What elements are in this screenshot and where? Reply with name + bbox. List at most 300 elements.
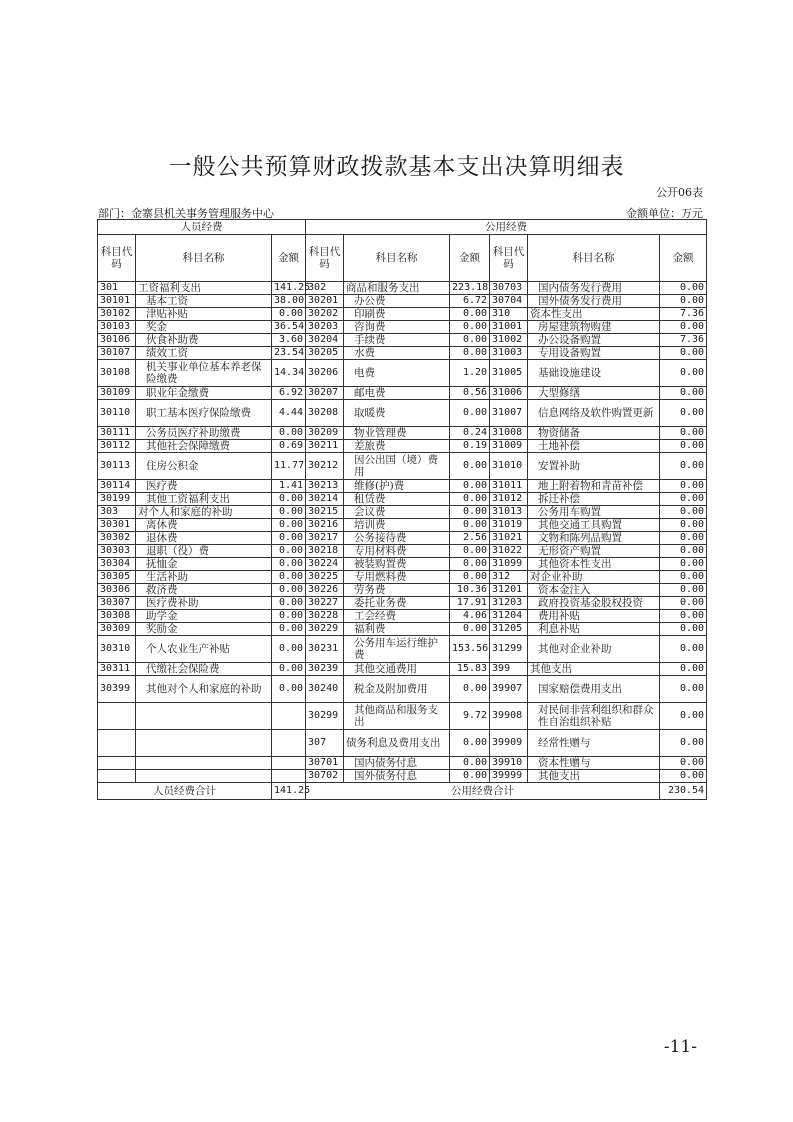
subject-name: 费用补贴 xyxy=(528,610,660,623)
amount: 0.69 xyxy=(272,440,306,453)
table-row xyxy=(98,360,707,387)
subject-code: 30239 xyxy=(306,663,344,676)
table-row xyxy=(98,506,707,519)
subject-name: 救济费 xyxy=(136,584,272,597)
subject-code: 30240 xyxy=(306,676,344,703)
amount: 0.00 xyxy=(660,703,707,730)
subject-name: 国外债务付息 xyxy=(344,770,450,783)
subject-code: 30202 xyxy=(306,308,344,321)
subject-name: 公务用车购置 xyxy=(528,506,660,519)
amount: 0.00 xyxy=(660,493,707,506)
subject-code: 30113 xyxy=(98,453,136,480)
subject-code: 31007 xyxy=(490,400,528,427)
subject-code xyxy=(98,730,136,757)
amount: 0.00 xyxy=(660,453,707,480)
subject-name: 国家赔偿费用支出 xyxy=(528,676,660,703)
subject-name: 其他对个人和家庭的补助 xyxy=(136,676,272,703)
subject-name: 会议费 xyxy=(344,506,450,519)
subject-code: 30213 xyxy=(306,480,344,493)
subject-code: 30216 xyxy=(306,519,344,532)
amount: 0.00 xyxy=(660,347,707,360)
subject-code: 30311 xyxy=(98,663,136,676)
subject-name: 其他对企业补助 xyxy=(528,636,660,663)
subject-name: 退休费 xyxy=(136,532,272,545)
subject-code: 31099 xyxy=(490,558,528,571)
subject-name: 专用燃料费 xyxy=(344,571,450,584)
table-row xyxy=(98,730,707,757)
subject-name: 机关事业单位基本养老保险缴费 xyxy=(136,360,272,387)
amount xyxy=(272,730,306,757)
subject-code: 39907 xyxy=(490,676,528,703)
amount: 0.00 xyxy=(450,571,490,584)
subject-code: 30102 xyxy=(98,308,136,321)
subject-code: 30703 xyxy=(490,282,528,295)
table-row xyxy=(98,453,707,480)
subject-name: 基础设施建设 xyxy=(528,360,660,387)
amount: 4.44 xyxy=(272,400,306,427)
subject-name: 印刷费 xyxy=(344,308,450,321)
subject-name: 职工基本医疗保险缴费 xyxy=(136,400,272,427)
subject-code: 39909 xyxy=(490,730,528,757)
amount: 0.00 xyxy=(450,519,490,532)
amount: 0.00 xyxy=(660,295,707,308)
table-row xyxy=(98,703,707,730)
amount: 0.00 xyxy=(272,308,306,321)
subject-code: 31006 xyxy=(490,387,528,400)
public-header: 公用经费 xyxy=(306,220,707,235)
personnel-total-label: 人员经费合计 xyxy=(98,783,272,800)
subject-name: 大型修缮 xyxy=(528,387,660,400)
subject-code: 31019 xyxy=(490,519,528,532)
table-row xyxy=(98,282,707,295)
subject-name: 咨询费 xyxy=(344,321,450,334)
table-row xyxy=(98,532,707,545)
table-row xyxy=(98,427,707,440)
amount: 0.00 xyxy=(660,676,707,703)
col-code-header: 科目代码 xyxy=(490,235,528,282)
subject-code: 30108 xyxy=(98,360,136,387)
subject-name: 劳务费 xyxy=(344,584,450,597)
amount: 11.77 xyxy=(272,453,306,480)
subject-name: 手续费 xyxy=(344,334,450,347)
subject-name: 地上附着物和青苗补偿 xyxy=(528,480,660,493)
amount: 0.00 xyxy=(660,427,707,440)
subject-name: 取暖费 xyxy=(344,400,450,427)
subject-code: 30306 xyxy=(98,584,136,597)
subject-name: 医疗费补助 xyxy=(136,597,272,610)
amount: 0.00 xyxy=(272,519,306,532)
subject-code: 30307 xyxy=(98,597,136,610)
subject-name: 文物和陈列品购置 xyxy=(528,532,660,545)
subject-code: 307 xyxy=(306,730,344,757)
subject-code: 30109 xyxy=(98,387,136,400)
amount: 0.00 xyxy=(450,506,490,519)
subject-name: 其他社会保障缴费 xyxy=(136,440,272,453)
table-row xyxy=(98,558,707,571)
col-name-header: 科目名称 xyxy=(528,235,660,282)
subject-code: 30212 xyxy=(306,453,344,480)
subject-code: 39910 xyxy=(490,757,528,770)
amount: 0.56 xyxy=(450,387,490,400)
col-amount-header: 金额 xyxy=(272,235,306,282)
table-row xyxy=(98,663,707,676)
subject-code: 30205 xyxy=(306,347,344,360)
amount: 0.00 xyxy=(450,770,490,783)
amount: 0.00 xyxy=(272,610,306,623)
subject-name: 退职（役）费 xyxy=(136,545,272,558)
table-row xyxy=(98,308,707,321)
subject-name: 其他资本性支出 xyxy=(528,558,660,571)
subject-name: 国内债务付息 xyxy=(344,757,450,770)
amount: 6.92 xyxy=(272,387,306,400)
amount: 0.00 xyxy=(660,532,707,545)
subject-name: 委托业务费 xyxy=(344,597,450,610)
amount: 0.00 xyxy=(660,545,707,558)
amount xyxy=(272,770,306,783)
subject-name: 因公出国（境）费用 xyxy=(344,453,450,480)
subject-code: 31005 xyxy=(490,360,528,387)
personnel-header: 人员经费 xyxy=(98,220,306,235)
subject-name xyxy=(136,770,272,783)
amount: 7.36 xyxy=(660,308,707,321)
amount: 0.00 xyxy=(450,400,490,427)
amount: 1.41 xyxy=(272,480,306,493)
amount: 0.00 xyxy=(272,597,306,610)
amount: 0.00 xyxy=(660,730,707,757)
table-row xyxy=(98,770,707,783)
subject-name: 其他支出 xyxy=(528,770,660,783)
amount: 0.00 xyxy=(450,334,490,347)
subject-name: 公务员医疗补助缴费 xyxy=(136,427,272,440)
amount: 0.00 xyxy=(660,506,707,519)
subject-name xyxy=(136,703,272,730)
table-row xyxy=(98,400,707,427)
subject-code: 30217 xyxy=(306,532,344,545)
amount: 0.00 xyxy=(660,757,707,770)
amount: 0.00 xyxy=(450,545,490,558)
amount: 0.00 xyxy=(450,757,490,770)
table-row xyxy=(98,623,707,636)
amount: 141.25 xyxy=(272,282,306,295)
subject-code: 30399 xyxy=(98,676,136,703)
subject-code: 31021 xyxy=(490,532,528,545)
expenditure-table xyxy=(97,219,707,800)
table-row xyxy=(98,610,707,623)
amount: 0.00 xyxy=(272,676,306,703)
table-number: 公开06表 xyxy=(656,186,703,199)
subject-code: 30114 xyxy=(98,480,136,493)
table-row xyxy=(98,480,707,493)
subject-name: 税金及附加费用 xyxy=(344,676,450,703)
subject-name: 对企业补助 xyxy=(528,571,660,584)
subject-code: 30209 xyxy=(306,427,344,440)
amount: 0.00 xyxy=(660,480,707,493)
amount: 0.00 xyxy=(272,663,306,676)
subject-name: 职业年金缴费 xyxy=(136,387,272,400)
subject-name: 物业管理费 xyxy=(344,427,450,440)
subject-name: 奖励金 xyxy=(136,623,272,636)
subject-name xyxy=(136,757,272,770)
subject-code: 31201 xyxy=(490,584,528,597)
subject-code: 31203 xyxy=(490,597,528,610)
subject-code: 301 xyxy=(98,282,136,295)
subject-name: 无形资产购置 xyxy=(528,545,660,558)
subject-code: 30107 xyxy=(98,347,136,360)
subject-code: 30309 xyxy=(98,623,136,636)
amount: 3.60 xyxy=(272,334,306,347)
subject-code: 30228 xyxy=(306,610,344,623)
amount: 0.00 xyxy=(272,584,306,597)
subject-name: 房屋建筑物购建 xyxy=(528,321,660,334)
subject-name xyxy=(136,730,272,757)
subject-code: 30308 xyxy=(98,610,136,623)
amount: 0.00 xyxy=(660,571,707,584)
subject-code: 31003 xyxy=(490,347,528,360)
subject-code: 303 xyxy=(98,506,136,519)
subject-code: 30211 xyxy=(306,440,344,453)
subject-name: 其他交通工具购置 xyxy=(528,519,660,532)
subject-name: 利息补贴 xyxy=(528,623,660,636)
subject-code: 30110 xyxy=(98,400,136,427)
subject-name: 公务接待费 xyxy=(344,532,450,545)
amount xyxy=(272,757,306,770)
subject-name: 医疗费 xyxy=(136,480,272,493)
subject-code: 30214 xyxy=(306,493,344,506)
col-amount-header: 金额 xyxy=(660,235,707,282)
subject-name: 生活补助 xyxy=(136,571,272,584)
amount: 0.00 xyxy=(272,571,306,584)
subject-name: 水费 xyxy=(344,347,450,360)
amount: 0.00 xyxy=(450,308,490,321)
subject-name: 经常性赠与 xyxy=(528,730,660,757)
col-amount-header: 金额 xyxy=(450,235,490,282)
amount-unit-label: 金额单位：万元 xyxy=(626,207,703,220)
subject-code: 30215 xyxy=(306,506,344,519)
subject-code: 31204 xyxy=(490,610,528,623)
amount: 0.00 xyxy=(450,558,490,571)
subject-name: 伙食补助费 xyxy=(136,334,272,347)
subject-name: 抚恤金 xyxy=(136,558,272,571)
amount: 0.00 xyxy=(660,558,707,571)
subject-name: 办公设备购置 xyxy=(528,334,660,347)
amount: 0.00 xyxy=(450,347,490,360)
amount: 0.00 xyxy=(450,676,490,703)
subject-name: 基本工资 xyxy=(136,295,272,308)
subject-code: 30225 xyxy=(306,571,344,584)
subject-name: 对民间非营利组织和群众性自治组织补贴 xyxy=(528,703,660,730)
amount: 38.00 xyxy=(272,295,306,308)
table-row xyxy=(98,295,707,308)
subject-name: 拆迁补偿 xyxy=(528,493,660,506)
subject-name: 差旅费 xyxy=(344,440,450,453)
subject-code: 30702 xyxy=(306,770,344,783)
subject-name: 国外债务发行费用 xyxy=(528,295,660,308)
subject-code: 312 xyxy=(490,571,528,584)
subject-code: 302 xyxy=(306,282,344,295)
subject-name: 电费 xyxy=(344,360,450,387)
subject-name: 资本性赠与 xyxy=(528,757,660,770)
subject-name: 被装购置费 xyxy=(344,558,450,571)
col-code-header: 科目代码 xyxy=(306,235,344,282)
subject-code: 31010 xyxy=(490,453,528,480)
amount: 4.06 xyxy=(450,610,490,623)
subject-code: 30701 xyxy=(306,757,344,770)
table-row xyxy=(98,545,707,558)
amount: 223.18 xyxy=(450,282,490,295)
subject-name: 资本性支出 xyxy=(528,308,660,321)
amount: 0.00 xyxy=(660,282,707,295)
table-row xyxy=(98,347,707,360)
amount: 0.00 xyxy=(450,321,490,334)
subject-code: 30111 xyxy=(98,427,136,440)
subject-code: 31013 xyxy=(490,506,528,519)
page-number: -11- xyxy=(663,1037,697,1057)
amount: 0.00 xyxy=(660,623,707,636)
amount: 0.00 xyxy=(450,623,490,636)
subject-code: 30704 xyxy=(490,295,528,308)
subject-code: 30112 xyxy=(98,440,136,453)
amount: 1.20 xyxy=(450,360,490,387)
amount: 0.00 xyxy=(272,427,306,440)
subject-code: 30226 xyxy=(306,584,344,597)
subject-code: 30204 xyxy=(306,334,344,347)
amount: 6.72 xyxy=(450,295,490,308)
table-row xyxy=(98,757,707,770)
subject-code xyxy=(98,757,136,770)
subject-code: 31012 xyxy=(490,493,528,506)
amount xyxy=(272,703,306,730)
subject-name: 住房公积金 xyxy=(136,453,272,480)
amount: 0.24 xyxy=(450,427,490,440)
subject-name: 奖金 xyxy=(136,321,272,334)
subject-code: 30310 xyxy=(98,636,136,663)
subject-name: 对个人和家庭的补助 xyxy=(136,506,272,519)
subject-code: 30218 xyxy=(306,545,344,558)
table-row xyxy=(98,387,707,400)
amount: 0.00 xyxy=(450,730,490,757)
subject-code: 31009 xyxy=(490,440,528,453)
amount: 0.00 xyxy=(272,506,306,519)
amount: 0.00 xyxy=(660,360,707,387)
subject-name: 福利费 xyxy=(344,623,450,636)
subject-name: 助学金 xyxy=(136,610,272,623)
subject-name: 商品和服务支出 xyxy=(344,282,450,295)
amount: 0.00 xyxy=(660,636,707,663)
amount: 0.00 xyxy=(272,532,306,545)
amount: 0.00 xyxy=(660,597,707,610)
table-row xyxy=(98,584,707,597)
amount: 0.00 xyxy=(272,545,306,558)
amount: 0.00 xyxy=(660,610,707,623)
subject-code: 30101 xyxy=(98,295,136,308)
subject-code: 31002 xyxy=(490,334,528,347)
subject-code: 30229 xyxy=(306,623,344,636)
subject-name: 物资储备 xyxy=(528,427,660,440)
subject-code: 30207 xyxy=(306,387,344,400)
subject-name: 专用设备购置 xyxy=(528,347,660,360)
subject-code: 30103 xyxy=(98,321,136,334)
subject-name: 公务用车运行维护费 xyxy=(344,636,450,663)
table-row xyxy=(98,597,707,610)
amount: 0.00 xyxy=(272,558,306,571)
subject-name: 租赁费 xyxy=(344,493,450,506)
col-code-header: 科目代码 xyxy=(98,235,136,282)
amount: 0.00 xyxy=(660,400,707,427)
subject-code: 31022 xyxy=(490,545,528,558)
amount: 0.00 xyxy=(272,623,306,636)
subject-name: 个人农业生产补贴 xyxy=(136,636,272,663)
amount: 0.00 xyxy=(660,770,707,783)
amount: 153.56 xyxy=(450,636,490,663)
subject-code: 39908 xyxy=(490,703,528,730)
amount: 14.34 xyxy=(272,360,306,387)
subject-name: 绩效工资 xyxy=(136,347,272,360)
amount: 0.00 xyxy=(660,584,707,597)
subject-name: 工资福利支出 xyxy=(136,282,272,295)
subject-name: 信息网络及软件购置更新 xyxy=(528,400,660,427)
subject-code: 30199 xyxy=(98,493,136,506)
subject-name: 土地补偿 xyxy=(528,440,660,453)
public-total-label: 公用经费合计 xyxy=(306,783,660,800)
table-row xyxy=(98,334,707,347)
subject-code: 30224 xyxy=(306,558,344,571)
subject-code: 30206 xyxy=(306,360,344,387)
subject-name: 维修(护)费 xyxy=(344,480,450,493)
table-row xyxy=(98,519,707,532)
subject-code: 30208 xyxy=(306,400,344,427)
amount: 15.83 xyxy=(450,663,490,676)
table-body xyxy=(98,282,707,783)
personnel-total-amount: 141.25 xyxy=(272,783,306,800)
table-row xyxy=(98,440,707,453)
subject-name: 安置补助 xyxy=(528,453,660,480)
subject-code: 30227 xyxy=(306,597,344,610)
subject-code: 30106 xyxy=(98,334,136,347)
table-row xyxy=(98,676,707,703)
amount: 23.54 xyxy=(272,347,306,360)
subject-name: 工会经费 xyxy=(344,610,450,623)
subject-code: 310 xyxy=(490,308,528,321)
col-name-header: 科目名称 xyxy=(136,235,272,282)
subject-code: 31001 xyxy=(490,321,528,334)
subject-code: 30301 xyxy=(98,519,136,532)
subject-name: 债务利息及费用支出 xyxy=(344,730,450,757)
amount: 0.00 xyxy=(660,387,707,400)
subject-name: 代缴社会保险费 xyxy=(136,663,272,676)
amount: 0.19 xyxy=(450,440,490,453)
subject-code: 30304 xyxy=(98,558,136,571)
department-label: 部门：金寨县机关事务管理服务中心 xyxy=(98,207,274,220)
subject-code: 30303 xyxy=(98,545,136,558)
subject-name: 国内债务发行费用 xyxy=(528,282,660,295)
amount: 0.00 xyxy=(660,663,707,676)
amount: 7.36 xyxy=(660,334,707,347)
amount: 36.54 xyxy=(272,321,306,334)
subject-name: 其他商品和服务支出 xyxy=(344,703,450,730)
table-row xyxy=(98,321,707,334)
table-row xyxy=(98,493,707,506)
subject-code: 30231 xyxy=(306,636,344,663)
amount: 0.00 xyxy=(660,321,707,334)
subject-name: 其他交通费用 xyxy=(344,663,450,676)
table-row xyxy=(98,636,707,663)
page-title: 一般公共预算财政拨款基本支出决算明细表 xyxy=(168,154,625,180)
subject-code: 31299 xyxy=(490,636,528,663)
subject-name: 专用材料费 xyxy=(344,545,450,558)
subject-code: 30305 xyxy=(98,571,136,584)
amount: 2.56 xyxy=(450,532,490,545)
subject-name: 办公费 xyxy=(344,295,450,308)
